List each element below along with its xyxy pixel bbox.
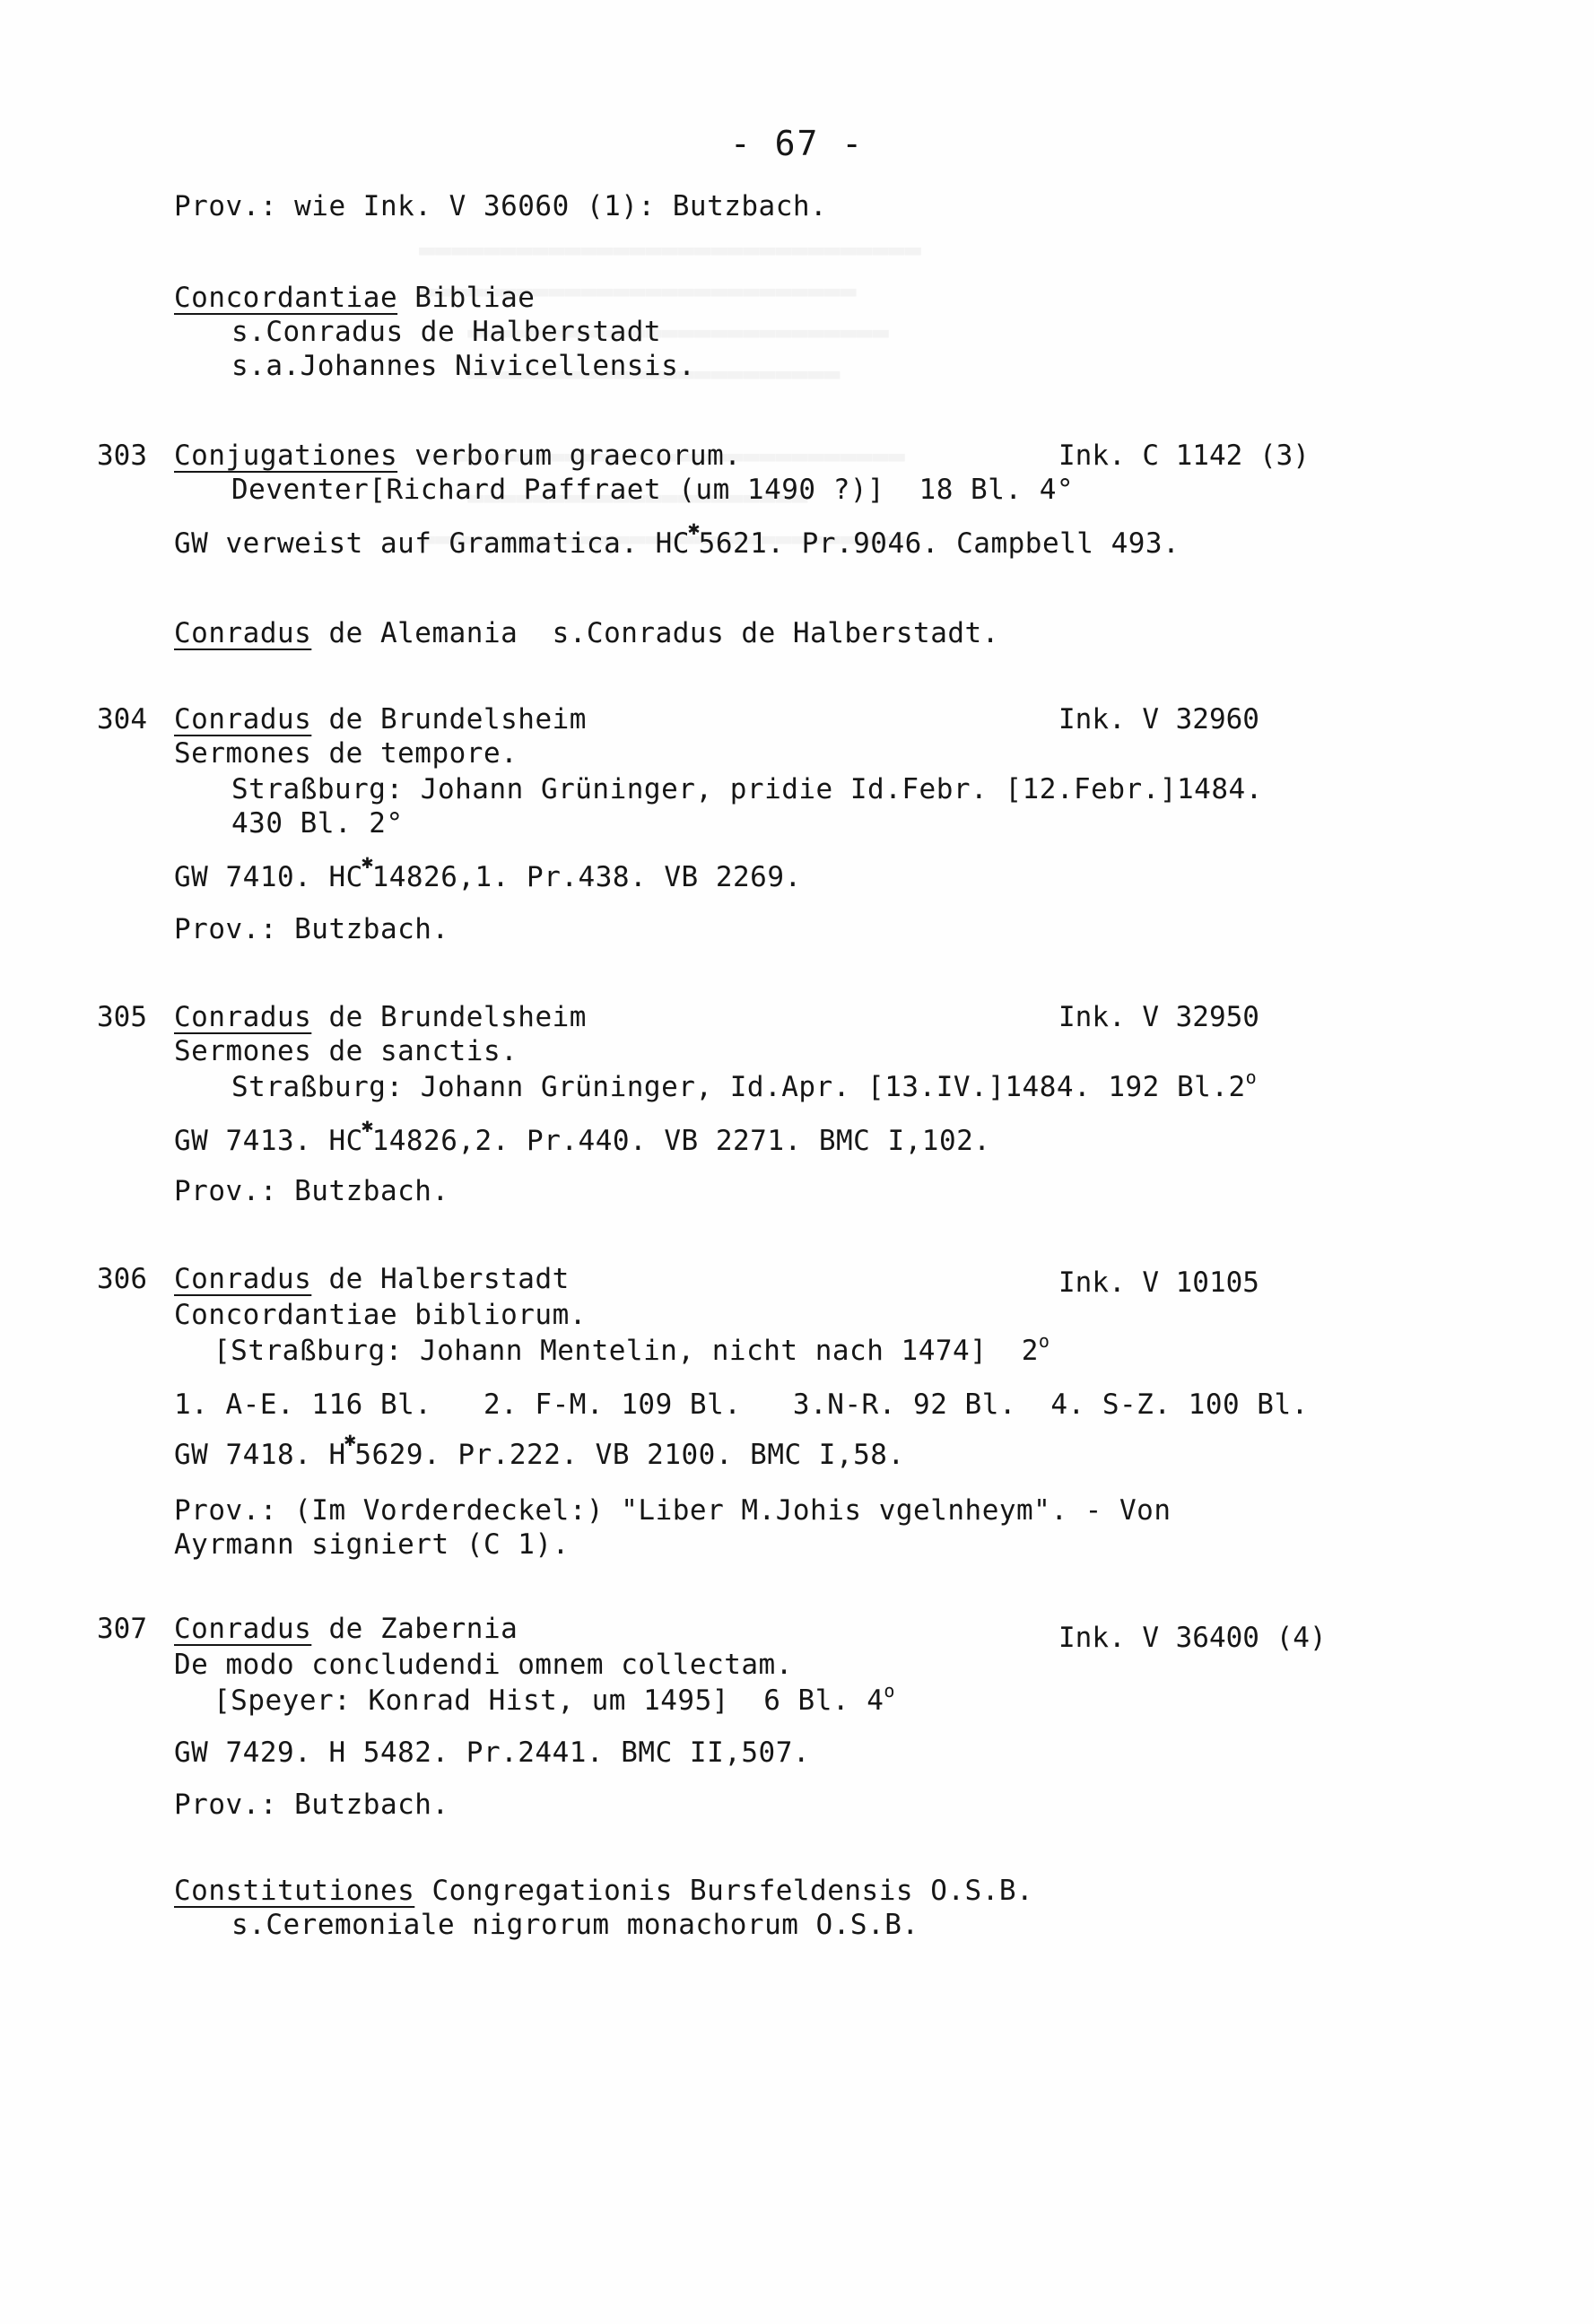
entry-304-shelfmark: Ink. V 32960 xyxy=(1058,703,1259,735)
entry-303-title: Conjugationes verborum graecorum. xyxy=(174,440,742,472)
entry-304-imprint: Straßburg: Johann Grüninger, pridie Id.Febr. [12.Febr.]1484. xyxy=(231,773,1263,805)
entry-306-references: GW 7418. H✱5629. Pr.222. VB 2100. BMC I,58. xyxy=(174,1429,905,1471)
entry-305-references: GW 7413. HC✱14826,2. Pr.440. VB 2271. BMC I,102. xyxy=(174,1115,991,1157)
entry-305-provenance: Prov.: Butzbach. xyxy=(174,1175,449,1207)
entry-303-shelfmark: Ink. C 1142 (3) xyxy=(1058,440,1310,472)
entry-307-references: GW 7429. H 5482. Pr.2441. BMC II,507. xyxy=(174,1736,811,1769)
entry-304-title: Sermones de tempore. xyxy=(174,737,518,770)
entry-303-references: GW verweist auf Grammatica. HC✱5621. Pr.9046. Campbell 493. xyxy=(174,518,1180,560)
entry-306-provenance-2: Ayrmann signiert (C 1). xyxy=(174,1528,570,1561)
concordantiae-heading: Concordantiae Bibliae xyxy=(174,282,536,314)
entry-307-title: De modo concludendi omnem collectam. xyxy=(174,1649,793,1681)
entry-307-imprint: [Speyer: Konrad Hist, um 1495] 6 Bl. 4$^o$ xyxy=(213,1680,895,1717)
entry-303-imprint: Deventer[Richard Paffraet (um 1490 ?)] 18 Bl. 4° xyxy=(231,474,1075,506)
entry-number-303: 303 xyxy=(97,440,147,472)
concordantiae-ref-2: s.a.Johannes Nivicellensis. xyxy=(231,350,696,382)
entry-304-references: GW 7410. HC✱14826,1. Pr.438. VB 2269. xyxy=(174,851,802,893)
entry-306-shelfmark: Ink. V 10105 xyxy=(1058,1266,1259,1299)
entry-304-provenance: Prov.: Butzbach. xyxy=(174,913,449,945)
entry-304-format: 430 Bl. 2° xyxy=(231,807,404,840)
entry-number-305: 305 xyxy=(97,1001,147,1033)
entry-number-304: 304 xyxy=(97,703,147,735)
constitutiones-keyword: Constitutiones xyxy=(174,1875,415,1907)
constitutiones-heading: Constitutiones Congregationis Bursfeldensis O.S.B. xyxy=(174,1875,1034,1907)
entry-305-title: Sermones de sanctis. xyxy=(174,1035,518,1067)
cross-reference-alemania: Conradus de Alemania s.Conradus de Halberstadt. xyxy=(174,617,999,649)
entry-303-keyword: Conjugationes xyxy=(174,440,398,472)
asterisk-icon: ✱ xyxy=(687,518,701,540)
entry-306-provenance-1: Prov.: (Im Vorderdeckel:) "Liber M.Johis vgelnheym". - Von xyxy=(174,1494,1172,1527)
concordantiae-keyword: Concordantiae xyxy=(174,282,398,314)
entry-306-author: Conradus de Halberstadt xyxy=(174,1263,570,1295)
entry-305-author: Conradus de Brundelsheim xyxy=(174,1001,587,1033)
entry-305-shelfmark: Ink. V 32950 xyxy=(1058,1001,1259,1033)
entry-307-author: Conradus de Zabernia xyxy=(174,1613,518,1645)
page-number: - 67 - xyxy=(729,124,865,163)
asterisk-icon: ✱ xyxy=(361,1115,374,1137)
entry-number-307: 307 xyxy=(97,1613,147,1645)
concordantiae-ref-1: s.Conradus de Halberstadt xyxy=(231,316,662,348)
asterisk-icon: ✱ xyxy=(361,851,374,874)
entry-306-volumes: 1. A-E. 116 Bl. 2. F-M. 109 Bl. 3.N-R. 92 Bl. 4. S-Z. 100 Bl. xyxy=(174,1388,1309,1421)
entry-304-author: Conradus de Brundelsheim xyxy=(174,703,587,735)
intro-prov: Prov.: wie Ink. V 36060 (1): Butzbach. xyxy=(174,190,828,222)
entry-307-provenance: Prov.: Butzbach. xyxy=(174,1789,449,1821)
entry-306-imprint: [Straßburg: Johann Mentelin, nicht nach 1474] 2$^o$ xyxy=(213,1330,1050,1367)
entry-305-imprint: Straßburg: Johann Grüninger, Id.Apr. [13.IV.]1484. 192 Bl.2$^o$ xyxy=(231,1066,1258,1103)
constitutiones-ref: s.Ceremoniale nigrorum monachorum O.S.B. xyxy=(231,1909,919,1941)
asterisk-icon: ✱ xyxy=(344,1429,357,1451)
entry-number-306: 306 xyxy=(97,1263,147,1295)
entry-307-shelfmark: Ink. V 36400 (4) xyxy=(1058,1622,1327,1654)
entry-306-title: Concordantiae bibliorum. xyxy=(174,1299,587,1331)
